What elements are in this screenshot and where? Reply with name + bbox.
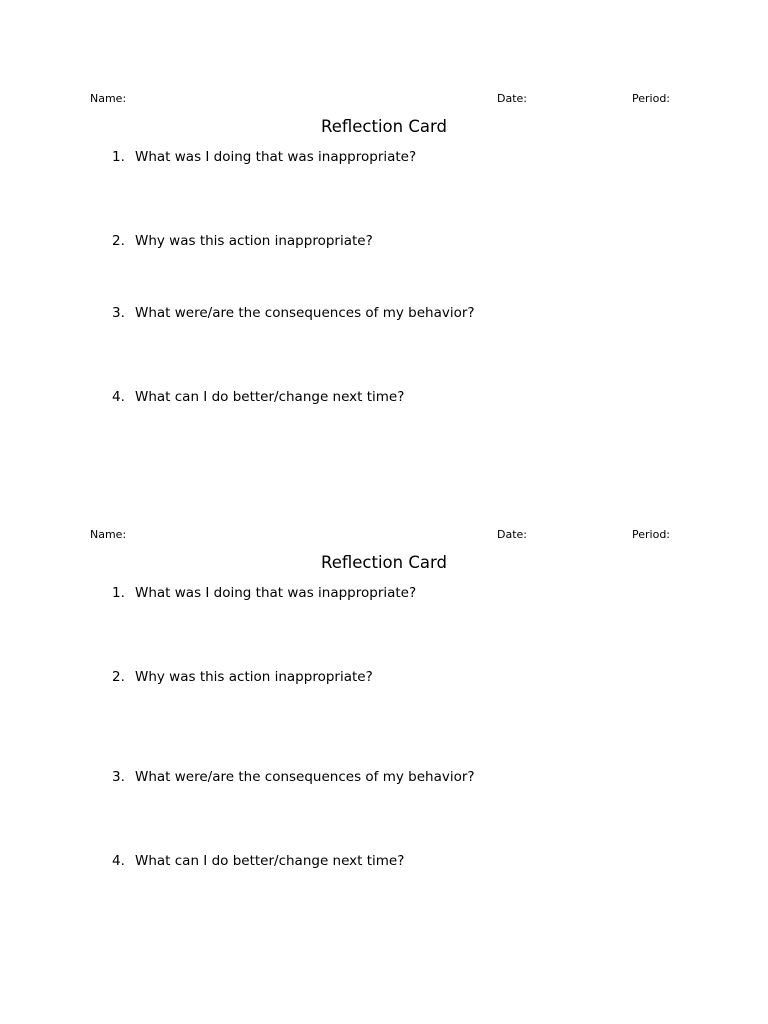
card-title: Reflection Card bbox=[321, 117, 447, 136]
question-number: 1. bbox=[112, 149, 125, 165]
reflection-card-1 bbox=[0, 0, 768, 470]
question-number: 2. bbox=[112, 233, 125, 249]
name-label: Name: bbox=[90, 528, 127, 541]
period-label: Period: bbox=[632, 92, 671, 105]
date-label: Date: bbox=[497, 528, 527, 541]
name-label: Name: bbox=[90, 92, 127, 105]
question-text: Why was this action inappropriate? bbox=[135, 233, 373, 249]
question-number: 4. bbox=[112, 389, 125, 405]
question-text: What was I doing that was inappropriate? bbox=[135, 585, 417, 601]
question-text: Why was this action inappropriate? bbox=[135, 669, 373, 685]
question-text: What was I doing that was inappropriate? bbox=[135, 149, 417, 165]
question-text: What can I do better/change next time? bbox=[135, 389, 405, 405]
question-number: 3. bbox=[112, 769, 125, 785]
question-number: 4. bbox=[112, 853, 125, 869]
date-label: Date: bbox=[497, 92, 527, 105]
question-text: What can I do better/change next time? bbox=[135, 853, 405, 869]
question-text: What were/are the consequences of my behavior? bbox=[135, 305, 475, 321]
question-text: What were/are the consequences of my behavior? bbox=[135, 769, 475, 785]
period-label: Period: bbox=[632, 528, 671, 541]
card-title: Reflection Card bbox=[321, 553, 447, 572]
reflection-card-2 bbox=[0, 436, 768, 976]
question-number: 1. bbox=[112, 585, 125, 601]
question-number: 2. bbox=[112, 669, 125, 685]
question-number: 3. bbox=[112, 305, 125, 321]
